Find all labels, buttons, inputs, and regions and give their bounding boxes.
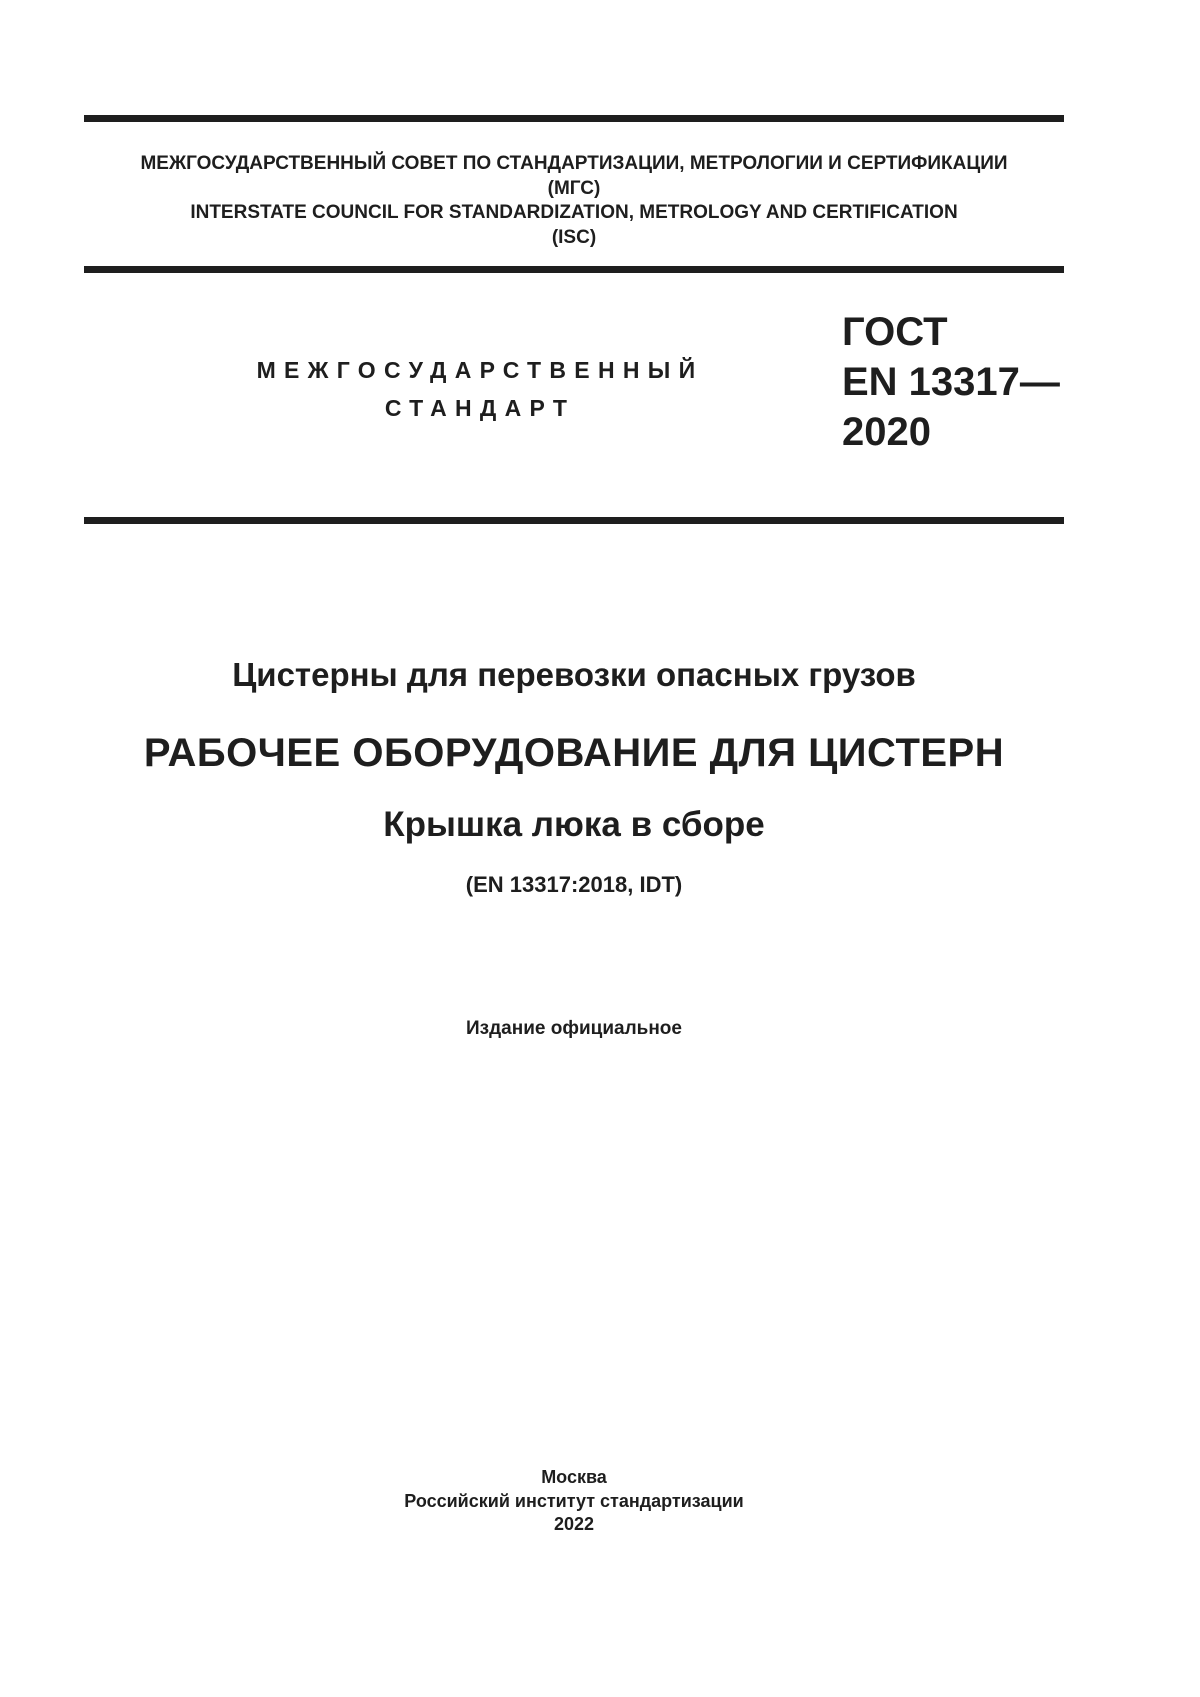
- standard-type-line1: МЕЖГОСУДАРСТВЕННЫЙ: [256, 357, 704, 383]
- sub-title: Крышка люка в сборе: [383, 805, 765, 844]
- top-rule: [84, 115, 1064, 122]
- publication-footer: [84, 1466, 1064, 1537]
- standard-number: [842, 307, 1060, 457]
- main-title: РАБОЧЕЕ ОБОРУДОВАНИЕ ДЛЯ ЦИСТЕРН: [143, 731, 1005, 775]
- edition-note: Издание официальное: [466, 1018, 682, 1039]
- standard-number-line3: 2020: [842, 410, 931, 454]
- reference-standard: (EN 13317:2018, IDT): [465, 872, 683, 897]
- standard-number-line1: ГОСТ: [842, 310, 948, 354]
- general-title: Цистерны для перевозки опасных грузов: [232, 656, 916, 693]
- standard-number-line2: EN 13317—: [842, 360, 1060, 404]
- footer-year: 2022: [553, 1514, 595, 1534]
- council-abbr-en: (ISC): [551, 226, 597, 248]
- standard-type-line2: СТАНДАРТ: [384, 395, 576, 421]
- council-abbr-ru: (МГС): [547, 177, 601, 199]
- designation-bottom-rule: [84, 517, 1064, 524]
- standard-type: [180, 351, 780, 427]
- footer-city: Москва: [541, 1467, 607, 1487]
- council-name-en: INTERSTATE COUNCIL FOR STANDARDIZATION, METROLOGY AND CERTIFICATION: [190, 202, 958, 223]
- council-name-ru: МЕЖГОСУДАРСТВЕННЫЙ СОВЕТ ПО СТАНДАРТИЗАЦИИ, МЕТРОЛОГИИ И СЕРТИФИКАЦИИ: [140, 153, 1008, 174]
- header-bottom-rule: [84, 266, 1064, 273]
- footer-publisher: Российский институт стандартизации: [404, 1490, 744, 1511]
- council-header: [84, 152, 1064, 250]
